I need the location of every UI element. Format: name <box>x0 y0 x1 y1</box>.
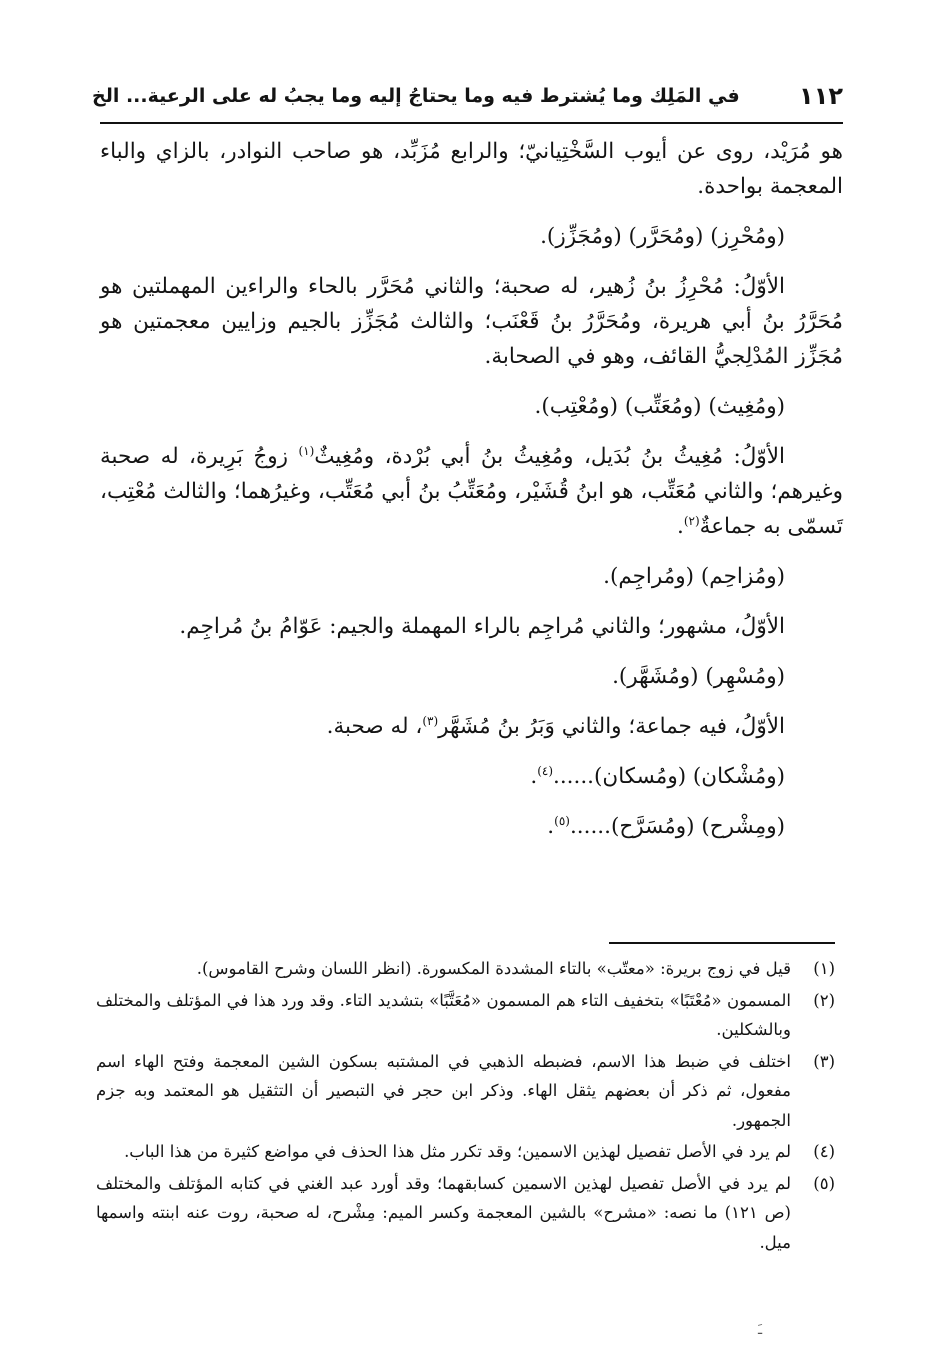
entry-body-muhriz: الأوّلُ: مُحْرِزُ بنُ زُهير، له صحبة؛ والثاني مُحَرَّر بالحاء والراءين المهملتين هو مُحَرَّرُ بنُ أبي هريرة، ومُحَرَّرُ بنُ قَعْنَب؛ والثالث مُجَزِّز بالجيم وزايين معجمتين هو مُجَزِّز المُدْلِجيُّ القائف، وهو في الصحابة. <box>100 274 843 369</box>
entry-body-part: الأوّلُ، فيه جماعة؛ والثاني وَبَرُ بنُ مُشَهَّر <box>438 714 785 739</box>
header-rule <box>100 122 843 124</box>
entry-heading-part: . <box>547 814 555 839</box>
entry-heading-mushkan <box>100 759 843 794</box>
entry-heading-part: (ومِشْرح) (ومُسَرَّح)...... <box>569 814 785 839</box>
entry-heading-mishrah <box>100 809 843 844</box>
footnote-separator <box>609 942 835 944</box>
footnote-text: لم يرد في الأصل تفصيل لهذين الاسمين؛ وقد تكرر مثل هذا الحذف في مواضع كثيرة من هذا الباب. <box>124 1142 791 1161</box>
footnote-ref-3[interactable]: (٣) <box>422 713 439 728</box>
entry-heading-muhriz: (ومُحْرِز) (ومُحَرَّر) (ومُجَزِّز). <box>540 224 785 249</box>
entry-heading-part: (ومُشْكان) (ومُسكان)...... <box>553 764 785 789</box>
entry-body-muzahim: الأوّلُ، مشهور؛ والثاني مُراجِم بالراء المهملة والجيم: عَوّامُ بنُ مُراجِم. <box>179 614 785 639</box>
entry-body-mughith <box>100 439 843 544</box>
entry-heading-mughith: (ومُغِيث) (ومُعَتِّب) (ومُعْتِب). <box>534 394 785 419</box>
footnote-ref-2[interactable]: (٢) <box>683 513 700 528</box>
main-text <box>100 134 843 859</box>
footnote-2 <box>96 986 835 1045</box>
footnote-5 <box>96 1169 835 1258</box>
stray-mark: ـَ <box>757 1322 763 1338</box>
footnote-text: اختلف في ضبط هذا الاسم، فضبطه الذهبي في المشتبه بسكون الشين المعجمة وفتح الهاء اسم مفعول، ثم ذكر أن بعضهم يثقل الهاء. وذكر ابن حجر في التبصير أن التثقيل هو المعتمد وبه جزم الجمهور. <box>96 1051 791 1130</box>
footnote-number: (٥) <box>813 1173 835 1193</box>
entry-heading-mushir: (ومُسْهِر) (ومُشَهَّر). <box>612 664 785 689</box>
entry-body-part: . <box>677 514 684 539</box>
footnote-number: (٤) <box>813 1142 835 1161</box>
page-number: ١١٢ <box>799 82 843 110</box>
entry-body-part: ، له صحبة. <box>326 714 423 739</box>
footnote-text: لم يرد في الأصل تفصيل لهذين الاسمين كسابقهما؛ وقد أورد عبد الغني في كتابه المؤتلف والمختلف (ص ١٢١) ما نصه: «مشرح» بالشين المعجمة وكسر الميم: مِشْرح، له صحبة، روت عنه ابنته واسمها ميل. <box>96 1173 791 1252</box>
footnote-text: قيل في زوج بريرة: «معتّب» بالتاء المشددة المكسورة. (انظر اللسان وشرح القاموس). <box>196 959 791 978</box>
footnote-ref-1[interactable]: (١) <box>298 443 315 458</box>
footnotes <box>96 954 835 1259</box>
entry-body-part: زوجُ بَرِيرة، له صحبة وغيرهم؛ والثاني مُعَتِّب، هو ابنُ قُشَيْر، ومُعَتِّبُ بنُ أبي مُعَتِّب، وغيرُهما؛ والثالث مُعْتِب، تَسمّى به جماعةٌ <box>100 444 843 539</box>
entry-body-part: الأوّلُ: مُغِيثُ بنُ بُدَيل، ومُغِيثُ بنُ أبي بُرْدة، ومُغِيثٌ <box>314 444 786 469</box>
running-title: في المَلِك وما يُشترط فيه وما يحتاجُ إليه وما يجبُ له على الرعية... الخ <box>92 85 740 107</box>
footnote-ref-4[interactable]: (٤) <box>537 763 554 778</box>
footnote-text: المسمون «مُعْتَبًا» بتخفيف التاء هم المسمون «مُعَتَّبًا» بتشديد التاء. وقد ورد هذا في المؤتلف والمختلف وبالشكلين. <box>96 990 791 1039</box>
footnote-4 <box>96 1137 835 1167</box>
footnote-ref-5[interactable]: (٥) <box>554 813 570 828</box>
entry-heading-part: . <box>530 764 538 789</box>
footnote-1 <box>96 954 835 984</box>
paragraph-continuation: هو مُرَيْد، روى عن أيوب السَّخْتِيانيّ؛ والرابع مُزَبِّد، هو صاحب النوادر، بالزاي والباء المعجمة بواحدة. <box>100 139 843 199</box>
footnote-3 <box>96 1047 835 1136</box>
running-header <box>92 78 843 114</box>
entry-body-mushir <box>100 709 843 744</box>
footnote-number: (١) <box>813 959 835 978</box>
footnote-number: (٢) <box>813 990 835 1010</box>
footnote-number: (٣) <box>813 1051 835 1071</box>
entry-heading-muzahim: (ومُزاحِم) (ومُراجِم). <box>603 564 785 589</box>
